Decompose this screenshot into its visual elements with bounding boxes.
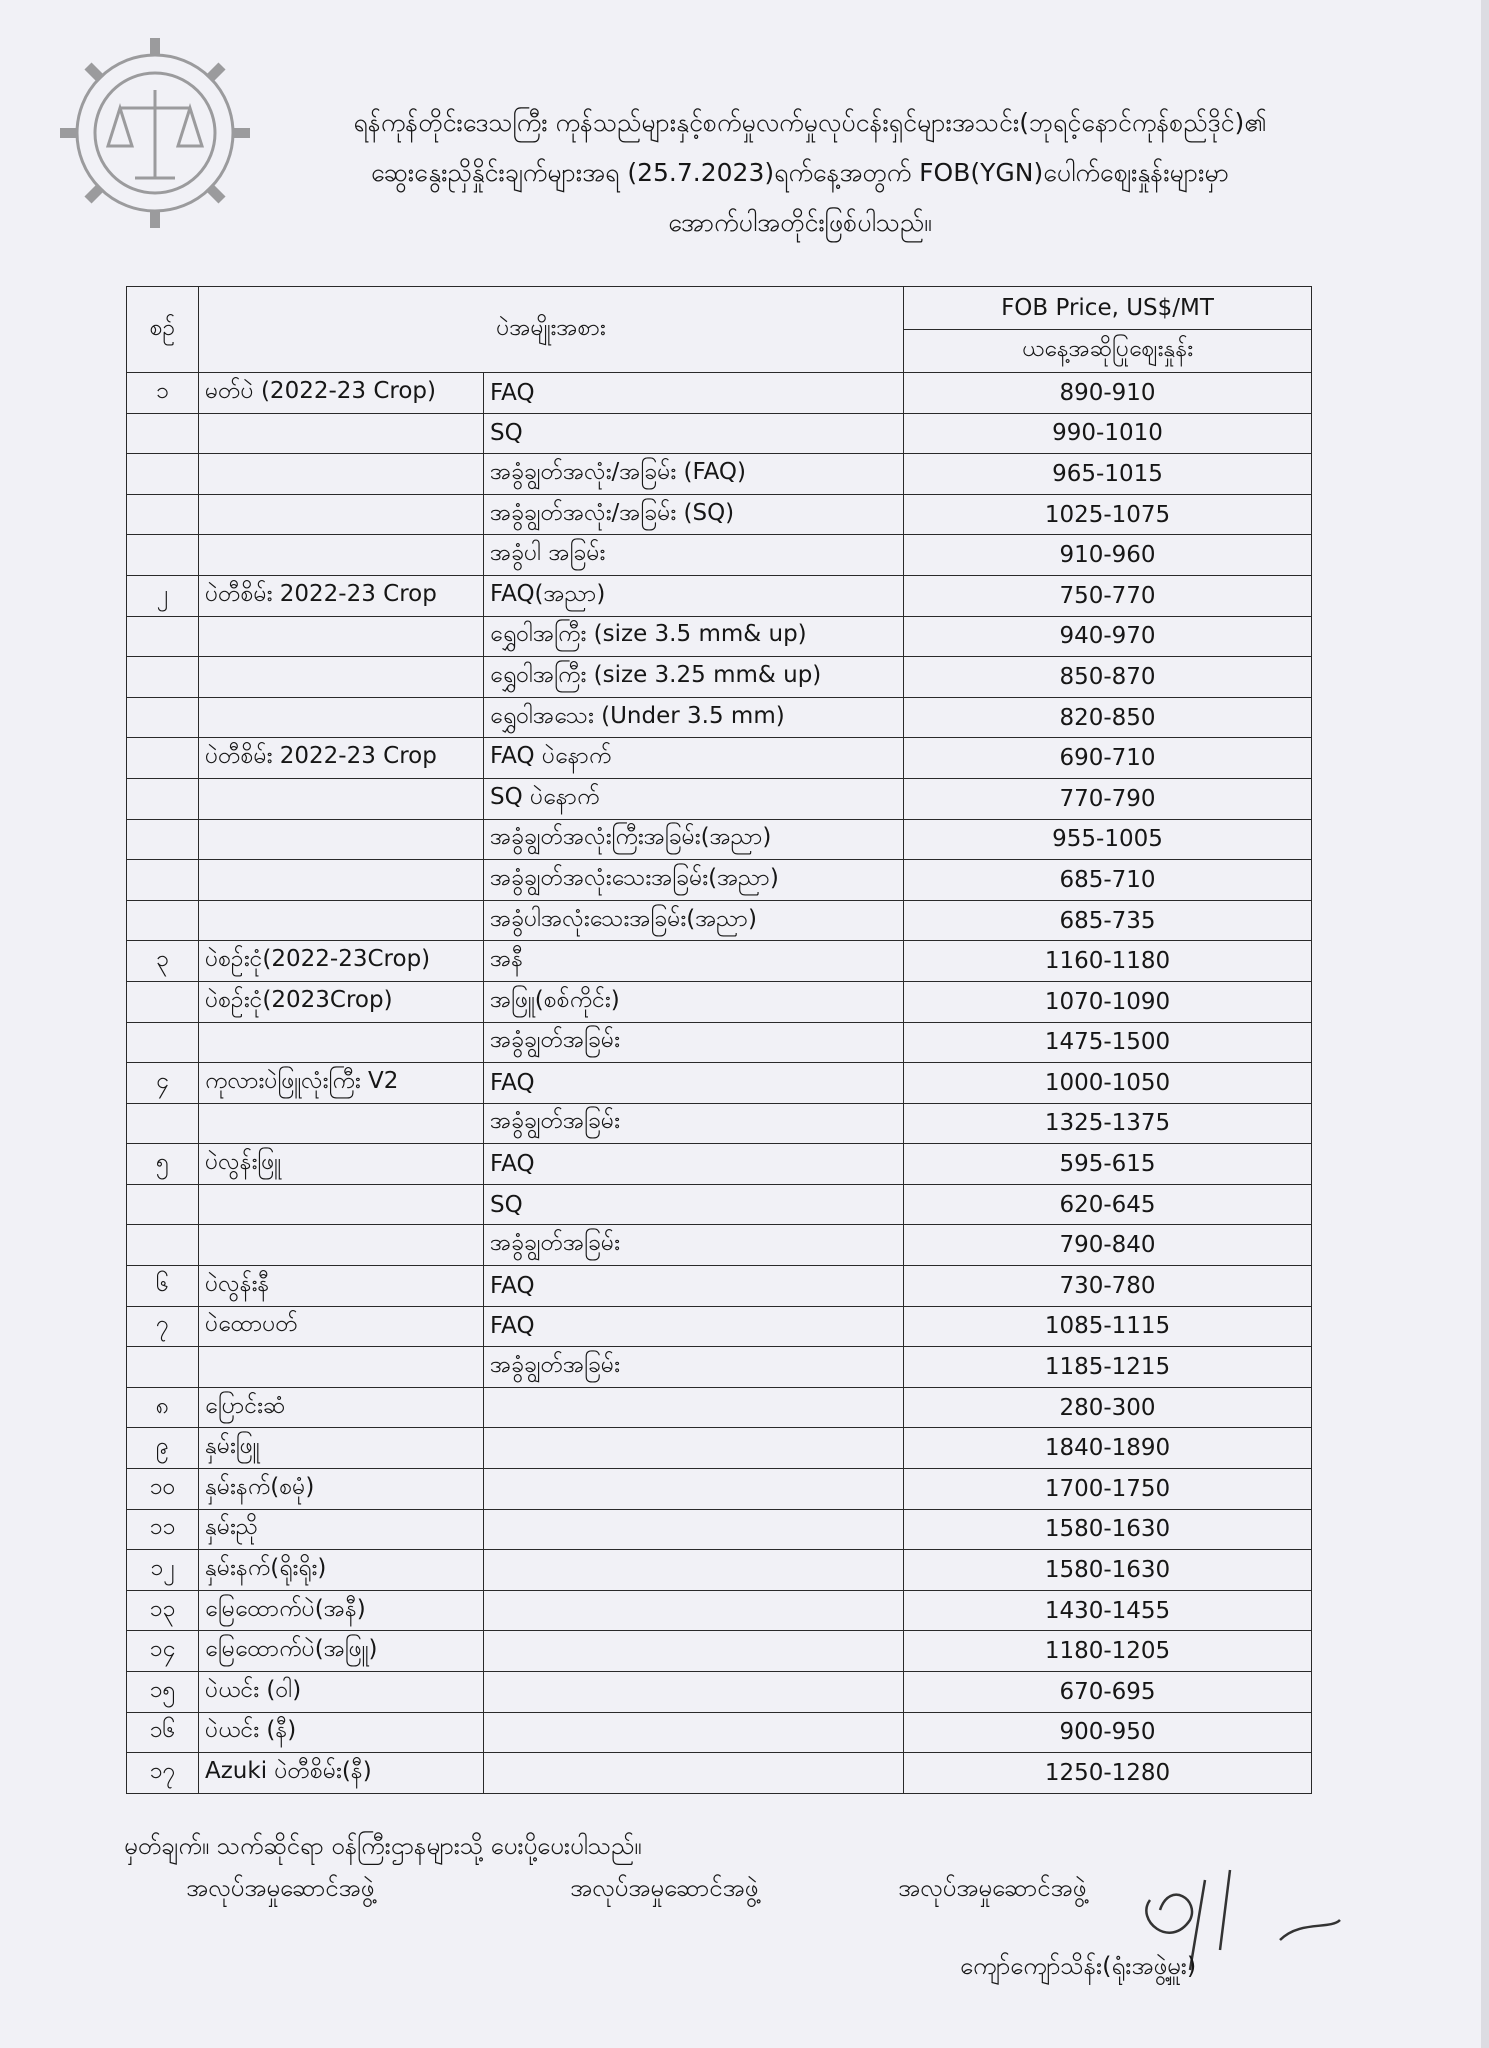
table-row xyxy=(127,1631,1312,1672)
table-row xyxy=(127,1590,1312,1631)
row-number xyxy=(127,616,199,657)
table-row xyxy=(127,1022,1312,1063)
item-price: 1070-1090 xyxy=(904,981,1312,1022)
row-number xyxy=(127,413,199,454)
header-no: စဉ် xyxy=(127,287,199,373)
item-price: 770-790 xyxy=(904,778,1312,819)
item-grade xyxy=(484,1428,904,1469)
item-grade xyxy=(484,1509,904,1550)
row-number xyxy=(127,454,199,495)
row-number xyxy=(127,697,199,738)
item-price: 670-695 xyxy=(904,1672,1312,1713)
header-price: FOB Price, US$/MT xyxy=(904,287,1312,330)
item-price: 910-960 xyxy=(904,535,1312,576)
header-line-2: ဆွေးနွေးညှိနှိုင်းချက်များအရ (25.7.2023)ရက်နေ့အတွက် FOB(YGN)ပေါက်ဈေးနှုန်းများမှာ xyxy=(371,158,1229,187)
row-number xyxy=(127,494,199,535)
row-number xyxy=(127,535,199,576)
table-row xyxy=(127,1509,1312,1550)
item-grade: FAQ xyxy=(484,1266,904,1307)
item-name: ကုလားပဲဖြူလုံးကြီး V2 xyxy=(199,1063,484,1104)
item-grade: အခွံချွတ်အလုံးကြီးအခြမ်း(အညာ) xyxy=(484,819,904,860)
item-grade: SQ xyxy=(484,1184,904,1225)
item-price: 940-970 xyxy=(904,616,1312,657)
item-price: 1325-1375 xyxy=(904,1103,1312,1144)
item-price: 1000-1050 xyxy=(904,1063,1312,1104)
item-grade: အခွံချွတ်အခြမ်း xyxy=(484,1225,904,1266)
item-grade: အခွံချွတ်အခြမ်း xyxy=(484,1022,904,1063)
item-price: 1430-1455 xyxy=(904,1590,1312,1631)
table-row xyxy=(127,657,1312,698)
row-number xyxy=(127,900,199,941)
item-price: 1475-1500 xyxy=(904,1022,1312,1063)
table-row xyxy=(127,1347,1312,1388)
row-number xyxy=(127,1347,199,1388)
item-name: ပဲတီစိမ်း 2022-23 Crop xyxy=(199,575,484,616)
row-number: ၁၁ xyxy=(127,1509,199,1550)
row-number: ၁၅ xyxy=(127,1672,199,1713)
signer-name: ကျော်ကျော်သိန်း(ရုံးအဖွဲ့မှူး) xyxy=(960,1952,1197,1980)
table-header-row xyxy=(127,287,1312,330)
item-grade: အခွံချွတ်အလုံးသေးအခြမ်း(အညာ) xyxy=(484,860,904,901)
row-number: ၁၇ xyxy=(127,1753,199,1794)
item-name: မတ်ပဲ (2022-23 Crop) xyxy=(199,373,484,414)
item-grade: အခွံချွတ်အလုံး/အခြမ်း (FAQ) xyxy=(484,454,904,495)
item-name: ပဲစဉ်းငုံ(2022-23Crop) xyxy=(199,941,484,982)
item-name: နှမ်းညို xyxy=(199,1509,484,1550)
item-grade: အဖြူ(စစ်ကိုင်း) xyxy=(484,981,904,1022)
item-name: ပြောင်းဆံ xyxy=(199,1387,484,1428)
item-price: 1025-1075 xyxy=(904,494,1312,535)
table-row xyxy=(127,1225,1312,1266)
header-line-1: ရန်ကုန်တိုင်းဒေသကြီး ကုန်သည်များနှင့်စက်မှုလက်မှုလုပ်ငန်းရှင်များအသင်း(ဘုရင့်နောင်ကုန်စည်ဒိုင်)၏ xyxy=(353,108,1267,137)
table-row xyxy=(127,535,1312,576)
table-row xyxy=(127,981,1312,1022)
item-grade xyxy=(484,1712,904,1753)
item-price: 850-870 xyxy=(904,657,1312,698)
item-grade: FAQ xyxy=(484,1063,904,1104)
item-name: ပဲစဉ်းငုံ(2023Crop) xyxy=(199,981,484,1022)
item-grade: ရွှေဝါအသေး (Under 3.5 mm) xyxy=(484,697,904,738)
item-price: 1250-1280 xyxy=(904,1753,1312,1794)
row-number: ၈ xyxy=(127,1387,199,1428)
item-name: ပဲတီစိမ်း 2022-23 Crop xyxy=(199,738,484,779)
signature-label-2: အလုပ်အမှုဆောင်အဖွဲ့ xyxy=(570,1874,759,1902)
row-number: ၇ xyxy=(127,1306,199,1347)
page-edge xyxy=(1481,0,1489,2048)
row-number xyxy=(127,1225,199,1266)
table-row xyxy=(127,575,1312,616)
item-price: 685-735 xyxy=(904,900,1312,941)
item-price: 1185-1215 xyxy=(904,1347,1312,1388)
row-number: ၁၃ xyxy=(127,1590,199,1631)
row-number xyxy=(127,819,199,860)
table-row xyxy=(127,1266,1312,1307)
table-row xyxy=(127,900,1312,941)
table-row xyxy=(127,1428,1312,1469)
item-name: မြေထောက်ပဲ(အဖြူ) xyxy=(199,1631,484,1672)
item-name xyxy=(199,1347,484,1388)
item-name xyxy=(199,657,484,698)
item-grade xyxy=(484,1387,904,1428)
signature-label-1: အလုပ်အမှုဆောင်အဖွဲ့ xyxy=(186,1874,375,1902)
row-number: ၁၄ xyxy=(127,1631,199,1672)
item-name xyxy=(199,535,484,576)
item-grade: အခွံပါအလုံးသေးအခြမ်း(အညာ) xyxy=(484,900,904,941)
item-name xyxy=(199,778,484,819)
item-name xyxy=(199,900,484,941)
item-grade: FAQ(အညာ) xyxy=(484,575,904,616)
table-row xyxy=(127,494,1312,535)
item-name xyxy=(199,1225,484,1266)
row-number: ၂ xyxy=(127,575,199,616)
row-number xyxy=(127,1184,199,1225)
item-grade xyxy=(484,1469,904,1510)
item-price: 750-770 xyxy=(904,575,1312,616)
item-name xyxy=(199,413,484,454)
row-number: ၁၂ xyxy=(127,1550,199,1591)
table-row xyxy=(127,1753,1312,1794)
item-grade: FAQ xyxy=(484,373,904,414)
row-number xyxy=(127,657,199,698)
row-number: ၃ xyxy=(127,941,199,982)
table-row xyxy=(127,1103,1312,1144)
item-price: 900-950 xyxy=(904,1712,1312,1753)
item-price: 730-780 xyxy=(904,1266,1312,1307)
item-name xyxy=(199,1184,484,1225)
item-name xyxy=(199,697,484,738)
item-name: နှမ်းနက်(ရိုးရိုး) xyxy=(199,1550,484,1591)
table-row xyxy=(127,1306,1312,1347)
item-price: 955-1005 xyxy=(904,819,1312,860)
item-grade xyxy=(484,1631,904,1672)
item-name xyxy=(199,494,484,535)
item-grade: SQ ပဲနောက် xyxy=(484,778,904,819)
item-name: ပဲလွန်းနီ xyxy=(199,1266,484,1307)
item-name: ပဲယင်း (နီ) xyxy=(199,1712,484,1753)
item-price: 1840-1890 xyxy=(904,1428,1312,1469)
item-name xyxy=(199,860,484,901)
table-row xyxy=(127,1550,1312,1591)
table-row xyxy=(127,373,1312,414)
item-price: 690-710 xyxy=(904,738,1312,779)
item-name: ပဲယင်း (ဝါ) xyxy=(199,1672,484,1713)
item-grade xyxy=(484,1753,904,1794)
table-body xyxy=(127,373,1312,1794)
signature-label-3: အလုပ်အမှုဆောင်အဖွဲ့ xyxy=(898,1874,1087,1902)
item-price: 1180-1205 xyxy=(904,1631,1312,1672)
row-number xyxy=(127,778,199,819)
item-price: 820-850 xyxy=(904,697,1312,738)
row-number: ၅ xyxy=(127,1144,199,1185)
item-name xyxy=(199,616,484,657)
table-row xyxy=(127,454,1312,495)
item-grade: အခွံချွတ်အခြမ်း xyxy=(484,1347,904,1388)
item-grade: အခွံချွတ်အခြမ်း xyxy=(484,1103,904,1144)
row-number: ၆ xyxy=(127,1266,199,1307)
table-row xyxy=(127,1387,1312,1428)
row-number: ၄ xyxy=(127,1063,199,1104)
table-row xyxy=(127,1184,1312,1225)
row-number: ၁ xyxy=(127,373,199,414)
item-price: 620-645 xyxy=(904,1184,1312,1225)
item-name: ပဲထောပတ် xyxy=(199,1306,484,1347)
item-grade: FAQ ပဲနောက် xyxy=(484,738,904,779)
item-name: နှမ်းဖြူ xyxy=(199,1428,484,1469)
item-grade: FAQ xyxy=(484,1144,904,1185)
row-number xyxy=(127,1022,199,1063)
table-row xyxy=(127,1469,1312,1510)
item-price: 595-615 xyxy=(904,1144,1312,1185)
item-name xyxy=(199,819,484,860)
table-row xyxy=(127,413,1312,454)
row-number xyxy=(127,1103,199,1144)
table-row xyxy=(127,1712,1312,1753)
item-grade: အနီ xyxy=(484,941,904,982)
table-row xyxy=(127,860,1312,901)
row-number: ၁၆ xyxy=(127,1712,199,1753)
item-price: 965-1015 xyxy=(904,454,1312,495)
item-grade: ရွှေဝါအကြီး (size 3.5 mm& up) xyxy=(484,616,904,657)
item-price: 280-300 xyxy=(904,1387,1312,1428)
item-name: မြေထောက်ပဲ(အနီ) xyxy=(199,1590,484,1631)
table-row xyxy=(127,738,1312,779)
row-number xyxy=(127,860,199,901)
table-row xyxy=(127,941,1312,982)
item-price: 990-1010 xyxy=(904,413,1312,454)
table-row xyxy=(127,819,1312,860)
item-price: 1580-1630 xyxy=(904,1550,1312,1591)
table-row xyxy=(127,1063,1312,1104)
table-row xyxy=(127,697,1312,738)
header-price-sub: ယနေ့အဆိုပြုဈေးနှုန်း xyxy=(904,330,1312,373)
item-grade xyxy=(484,1550,904,1591)
item-name: ပဲလွန်းဖြူ xyxy=(199,1144,484,1185)
price-table xyxy=(126,286,1312,1794)
row-number: ၉ xyxy=(127,1428,199,1469)
document-header xyxy=(140,98,1370,248)
item-name: Azuki ပဲတီစိမ်း(နီ) xyxy=(199,1753,484,1794)
item-name xyxy=(199,454,484,495)
table-row xyxy=(127,1144,1312,1185)
item-price: 685-710 xyxy=(904,860,1312,901)
footer-note: မှတ်ချက်။ သက်ဆိုင်ရာ ဝန်ကြီးဌာနများသို့ ပေးပို့ပေးပါသည်။ xyxy=(124,1832,642,1860)
item-price: 1160-1180 xyxy=(904,941,1312,982)
item-price: 1580-1630 xyxy=(904,1509,1312,1550)
table-row xyxy=(127,1672,1312,1713)
item-name xyxy=(199,1022,484,1063)
item-grade: ရွှေဝါအကြီး (size 3.25 mm& up) xyxy=(484,657,904,698)
item-price: 1085-1115 xyxy=(904,1306,1312,1347)
row-number xyxy=(127,981,199,1022)
item-price: 790-840 xyxy=(904,1225,1312,1266)
item-grade xyxy=(484,1672,904,1713)
item-grade: အခွံချွတ်အလုံး/အခြမ်း (SQ) xyxy=(484,494,904,535)
header-line-3: အောက်ပါအတိုင်းဖြစ်ပါသည်။ xyxy=(668,208,932,237)
table-row xyxy=(127,616,1312,657)
row-number: ၁၀ xyxy=(127,1469,199,1510)
item-grade: အခွံပါ အခြမ်း xyxy=(484,535,904,576)
item-grade: FAQ xyxy=(484,1306,904,1347)
item-grade xyxy=(484,1590,904,1631)
item-name: နှမ်းနက်(စမုံ) xyxy=(199,1469,484,1510)
row-number xyxy=(127,738,199,779)
item-price: 1700-1750 xyxy=(904,1469,1312,1510)
item-price: 890-910 xyxy=(904,373,1312,414)
table-row xyxy=(127,778,1312,819)
item-grade: SQ xyxy=(484,413,904,454)
item-name xyxy=(199,1103,484,1144)
header-item: ပဲအမျိုးအစား xyxy=(199,287,904,373)
